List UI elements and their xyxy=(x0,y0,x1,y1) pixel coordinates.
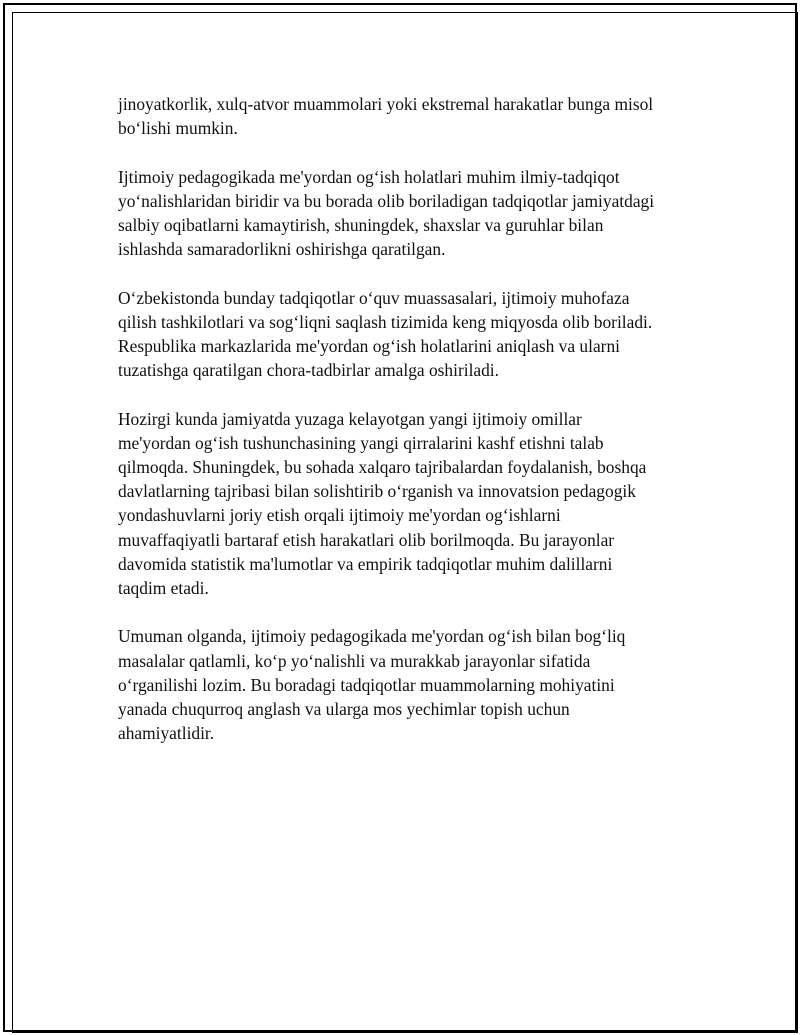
text-line: Ijtimoiy pedagogikada me'yordan og‘ish holatlari muhim ilmiy-tadqiqot xyxy=(118,166,620,187)
paragraph-4 xyxy=(118,407,688,601)
text-line: tuzatishga qaratilgan chora-tadbirlar amalga oshiriladi. xyxy=(118,360,499,381)
text-line: Respublika markazlarida me'yordan og‘ish holatlarini aniqlash va ularni xyxy=(118,336,620,356)
text-line: me'yordan og‘ish tushunchasining yangi qirralarini kashf etishni talab xyxy=(118,432,604,453)
text-line: ishlashda samaradorlikni oshirishga qaratilgan. xyxy=(118,239,446,260)
document-body xyxy=(118,92,688,770)
text-line: qilmoqda. Shuningdek, bu sohada xalqaro tajribalardan foydalanish, boshqa xyxy=(118,457,647,477)
text-line: yanada chuqurroq anglash va ularga mos yechimlar topish uchun xyxy=(118,699,570,720)
text-line: jinoyatkorlik, xulq-atvor muammolari yoki ekstremal harakatlar bunga misol xyxy=(118,94,654,114)
text-line: o‘rganilishi lozim. Bu boradagi tadqiqotlar muammolarning mohiyatini xyxy=(118,674,615,695)
paragraph-5 xyxy=(118,624,688,745)
paragraph-3 xyxy=(118,286,688,383)
paragraph-2 xyxy=(118,165,688,262)
text-line: davomida statistik ma'lumotlar va empirik tadqiqotlar muhim dalillarni xyxy=(118,553,613,574)
text-line: bo‘lishi mumkin. xyxy=(118,118,238,139)
text-line: davlatlarning tajribasi bilan solishtirib o‘rganish va innovatsion pedagogik xyxy=(118,481,636,502)
text-line: qilish tashkilotlari va sog‘liqni saqlash tizimida keng miqyosda olib boriladi. xyxy=(118,311,653,332)
text-line: ahamiyatlidir. xyxy=(118,723,215,744)
text-line: yondashuvlarni joriy etish orqali ijtimoiy me'yordan og‘ishlarni xyxy=(118,505,561,526)
text-line: O‘zbekistonda bunday tadqiqotlar o‘quv muassasalari, ijtimoiy muhofaza xyxy=(118,287,630,308)
text-line: masalalar qatlamli, ko‘p yo‘nalishli va murakkab jarayonlar sifatida xyxy=(118,650,591,671)
text-line: Umuman olganda, ijtimoiy pedagogikada me'yordan og‘ish bilan bog‘liq xyxy=(118,626,626,647)
text-line: Hozirgi kunda jamiyatda yuzaga kelayotgan yangi ijtimoiy omillar xyxy=(118,408,582,429)
text-line: taqdim etadi. xyxy=(118,578,209,599)
paragraph-1 xyxy=(118,92,688,140)
text-line: salbiy oqibatlarni kamaytirish, shuningdek, shaxslar va guruhlar bilan xyxy=(118,215,604,235)
text-line: yo‘nalishlaridan biridir va bu borada olib boriladigan tadqiqotlar jamiyatdagi xyxy=(118,190,655,211)
text-line: muvaffaqiyatli bartaraf etish harakatlari olib borilmoqda. Bu jarayonlar xyxy=(118,529,615,550)
